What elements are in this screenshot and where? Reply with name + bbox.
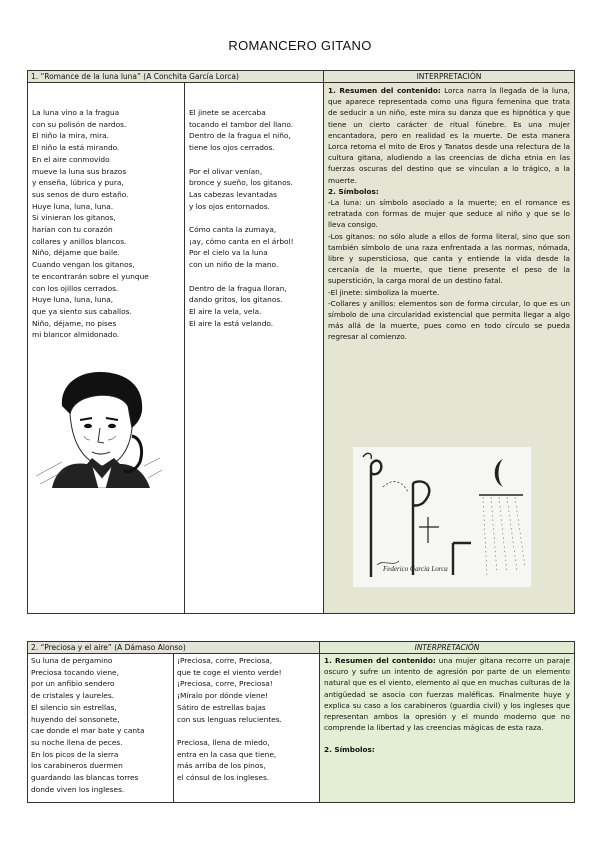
section2-summary-label: 1. Resumen del contenido: xyxy=(324,656,436,665)
page-title: ROMANCERO GITANO xyxy=(228,38,372,53)
poem-line: Cómo canta la zumaya, xyxy=(189,225,277,235)
poem-line: que te coge el viento verde! xyxy=(177,667,282,677)
symbol-item: -Collares y anillos: elementos son de forma circular, lo que es un símbolo de una circularidad existencial que permita llegar a algo más allá de la muerte, pues como en todo círculo se pueda regresar al comienzo. xyxy=(328,298,570,342)
section1-poem-col1 xyxy=(32,107,149,341)
symbol-item: -Los gitanos: no sólo alude a ellos de forma literal, sino que son también símbolo de una raza enfrentada a las normas, nómada, libre y supersticiosa, que canta y entiende la vida desde la cercanía de la muerte, que tiene presente el peso de la superstición, la carga moral de un destino fatal. xyxy=(328,231,570,286)
symbol-item: -El jinete: simboliza la muerte. xyxy=(328,287,440,297)
poem-line: tiene los ojos cerrados. xyxy=(189,143,275,153)
poem-line: Por el olivar venían, xyxy=(189,166,263,176)
poem-line: guardando las blancas torres xyxy=(31,773,139,783)
poem-line: Su luna de pergamino xyxy=(31,656,113,665)
poem-line: donde viven los ingleses. xyxy=(31,784,125,794)
lorca-drawing-image xyxy=(353,447,531,587)
poem-line xyxy=(189,154,294,166)
poem-line: mi blancor almidonado. xyxy=(32,330,120,340)
poem-line: sus senos de duro estaño. xyxy=(32,189,129,199)
poem-line: Huye luna, luna, luna. xyxy=(32,201,114,211)
poem-line: Niño, déjame que baile. xyxy=(32,248,120,258)
section1-poem-col2 xyxy=(189,107,294,329)
section1-poem-col2-cell xyxy=(185,83,324,614)
section1-interpretation xyxy=(324,83,574,343)
poem-line xyxy=(189,271,294,283)
poem-line: El jinete se acercaba xyxy=(189,108,266,117)
poem-line: más arriba de los pinos, xyxy=(177,761,266,771)
section1-summary-text: Lorca narra la llegada de la luna, que aparece representada como una figura femenina que trata de seducir a un niño, este mira su danza que es hipnótica y que tiene un cierto carácter de ritual fúnebre. Es una mujer encantadora, pero en realidad es la muerte. De esta manera Lorca retoma el mito de Eros y Tanatos desde una relectura de la cultura gitana, aludiendo a las creencias de dicha etnia en las fuerzas oscuras del destino que se vinculan a lo trágico, a la muerte. xyxy=(328,86,570,185)
poem-line: su noche llena de peces. xyxy=(31,737,123,747)
poem-line: Las cabezas levantadas xyxy=(189,189,277,199)
section1-symbols-list xyxy=(328,197,570,343)
poem-line: El aire la vela, vela. xyxy=(189,306,262,316)
section1-interpretation-cell xyxy=(324,83,575,614)
poem-line: Cuando vengan los gitanos, xyxy=(32,260,135,270)
poem-line: ¡Preciosa, corre, Preciosa! xyxy=(177,679,273,689)
poem-line: Por el cielo va la luna xyxy=(189,248,268,258)
section2-summary-text: una mujer gitana recorre un paraje oscuro y sufre un intento de agresión por parte de un elemento natural que es el viento, elemento al que en muchas culturas de la antigüedad se asocia con fuerzas maléficas. Finalmente huye y explica su caso a los carabineros (guardia civil) y los ingleses que representan ambos la opresión y el mundo moderno que no comprende la libertad y las creencias mágicas de esta raza. xyxy=(324,656,571,733)
poem-line xyxy=(177,725,282,737)
poem-line: Si vinieran los gitanos, xyxy=(32,213,116,223)
section2-poem-col1 xyxy=(31,655,144,795)
poem-line: En los picos de la sierra xyxy=(31,749,119,759)
poem-line: con los ojillos cerrados. xyxy=(32,283,119,293)
poem-line: El niño la está mirando. xyxy=(32,143,120,153)
poem-line: y los ojos entornados. xyxy=(189,201,270,211)
poem-line: Huye luna, luna, luna, xyxy=(32,295,114,305)
section2-symbols-label: 2. Símbolos: xyxy=(324,745,375,755)
poem-line: ¡ay, cómo canta en el árbol! xyxy=(189,236,294,246)
poem-line: harían con tu corazón xyxy=(32,225,113,235)
poem-line: Preciosa tocando viene, xyxy=(31,667,119,677)
poem-line: tocando el tambor del llano. xyxy=(189,119,294,129)
poem-line: Preciosa, llena de miedo, xyxy=(177,737,270,747)
poem-line: Niño, déjame, no pises xyxy=(32,318,117,328)
section1-symbols-label: 2. Símbolos: xyxy=(328,186,379,196)
symbol-item: -La luna: un símbolo asociado a la muerte; en el romance es retratada con formas de mujer que seduce al niño y que se lo lleva consigo. xyxy=(328,198,570,230)
section1-header-left: 1. “Romance de la luna luna” (A Conchita García Lorca) xyxy=(28,71,324,83)
poem-line: collares y anillos blancos. xyxy=(32,236,127,246)
section2-header-right: INTERPRETACIÓN xyxy=(320,642,575,654)
poem-line: bronce y sueño, los gitanos. xyxy=(189,178,293,188)
poem-line: y enseña, lúbrica y pura, xyxy=(32,178,124,188)
poem-line: El niño la mira, mira. xyxy=(32,131,109,141)
poem-line: huyendo del sonsonete, xyxy=(31,714,120,724)
poem-line: En el aire conmovido xyxy=(32,154,110,164)
poem-line: entra en la casa que tiene, xyxy=(177,749,277,759)
drawing-signature: Federico García Lorca xyxy=(383,565,448,573)
poem-line: los carabineros duermen xyxy=(31,761,123,771)
poem-line: El silencio sin estrellas, xyxy=(31,702,117,712)
section1-table xyxy=(27,70,575,614)
poem-line: cae donde el mar bate y canta xyxy=(31,726,145,736)
lorca-portrait-image xyxy=(32,366,164,488)
section2-header-left: 2. “Preciosa y el aire” (A Dámaso Alonso) xyxy=(28,642,320,654)
poem-line: con su polisón de nardos. xyxy=(32,119,127,129)
poem-line: que ya siento sus caballos. xyxy=(32,306,132,316)
poem-line: ¡Míralo por dónde viene! xyxy=(177,691,269,701)
poem-line: de cristales y laureles. xyxy=(31,691,115,701)
section2-poem-col2 xyxy=(177,655,282,784)
section1-header-right: INTERPRETACIÓN xyxy=(324,71,575,83)
poem-line: ¡Preciosa, corre, Preciosa, xyxy=(177,656,273,665)
section2-table xyxy=(27,641,575,803)
poem-line: con un niño de la mano. xyxy=(189,260,279,270)
poem-line: La luna vino a la fragua xyxy=(32,108,120,117)
section2-interpretation-cell xyxy=(320,654,575,803)
section1-summary-label: 1. Resumen del contenido: xyxy=(328,86,441,95)
poem-line: Sátiro de estrellas bajas xyxy=(177,702,266,712)
section2-interpretation xyxy=(320,654,574,756)
poem-line: con sus lenguas relucientes. xyxy=(177,714,282,724)
section1-poem-col1-cell xyxy=(28,83,185,614)
poem-line: Dentro de la fragua el niño, xyxy=(189,131,291,141)
poem-line: por un anfibio sendero xyxy=(31,679,115,689)
section2-poem-col1-cell xyxy=(28,654,174,803)
section2-poem-col2-cell xyxy=(174,654,320,803)
poem-line: el cónsul de los ingleses. xyxy=(177,773,270,783)
poem-line: Dentro de la fragua lloran, xyxy=(189,283,287,293)
poem-line xyxy=(189,212,294,224)
poem-line: te encontrarán sobre el yunque xyxy=(32,271,149,281)
poem-line: mueve la luna sus brazos xyxy=(32,166,127,176)
poem-line: El aire la está velando. xyxy=(189,318,274,328)
poem-line: dando gritos, los gitanos. xyxy=(189,295,283,305)
